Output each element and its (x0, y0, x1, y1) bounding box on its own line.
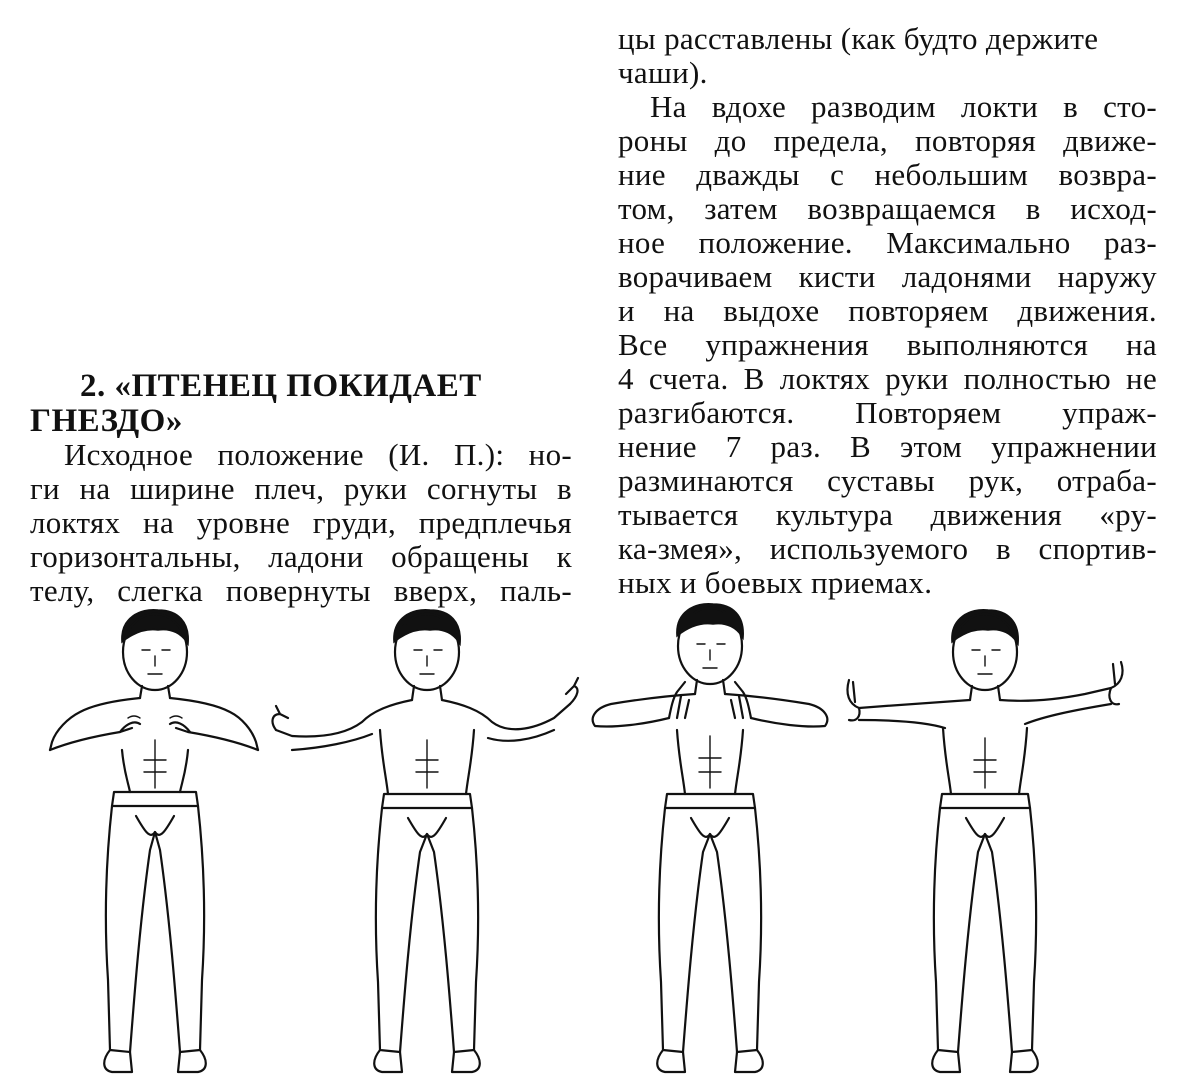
right-line-9: и на выдохе повторяем движения. (618, 293, 1157, 328)
left-line-4: горизонтальны, ладони обращены к (30, 539, 572, 574)
right-line-5: ние дважды с небольшим возвра- (618, 157, 1157, 192)
right-line-16: ка-змея», используемого в спортив- (618, 531, 1157, 566)
left-line-2: ги на ширине плеч, руки согнуты в (30, 471, 572, 506)
right-line-3: На вдохе разводим локти в сто- (650, 89, 1157, 124)
right-line-13: нение 7 раз. В этом упражнении (618, 429, 1157, 464)
right-line-15: тывается культура движения «ру- (618, 497, 1157, 532)
right-line-7: ное положение. Максимально раз- (618, 225, 1157, 260)
exercise-heading-line-2: ГНЕЗДО» (30, 403, 183, 439)
figure-arms-out-palms-up (835, 600, 1135, 1085)
left-line-1: Исходное положение (И. П.): но- (64, 437, 572, 472)
right-line-4: роны до предела, повторяя движе- (618, 123, 1157, 158)
figure-hands-at-chest (40, 600, 270, 1085)
left-line-5: телу, слегка повернуты вверх, паль- (30, 573, 572, 608)
right-line-17: ных и боевых приемах. (618, 565, 933, 600)
right-line-12: разгибаются. Повторяем упраж- (618, 395, 1157, 430)
right-line-1: цы расставлены (как будто держите (618, 21, 1099, 56)
right-line-8: ворачиваем кисти ладонями наружу (618, 259, 1157, 294)
right-line-10: Все упражнения выполняются на (618, 327, 1157, 362)
exercise-heading-line-1: 2. «ПТЕНЕЦ ПОКИДАЕТ (80, 368, 482, 404)
right-line-14: разминаются суставы рук, отраба- (618, 463, 1157, 498)
figure-arms-spread-open (262, 600, 592, 1085)
figure-hands-near-face (585, 600, 835, 1085)
right-line-6: том, затем возвращаемся в исход- (618, 191, 1157, 226)
right-line-2: чаши). (618, 55, 708, 90)
right-line-11: 4 счета. В локтях руки полностью не (618, 361, 1157, 396)
left-line-3: локтях на уровне груди, предплечья (30, 505, 572, 540)
